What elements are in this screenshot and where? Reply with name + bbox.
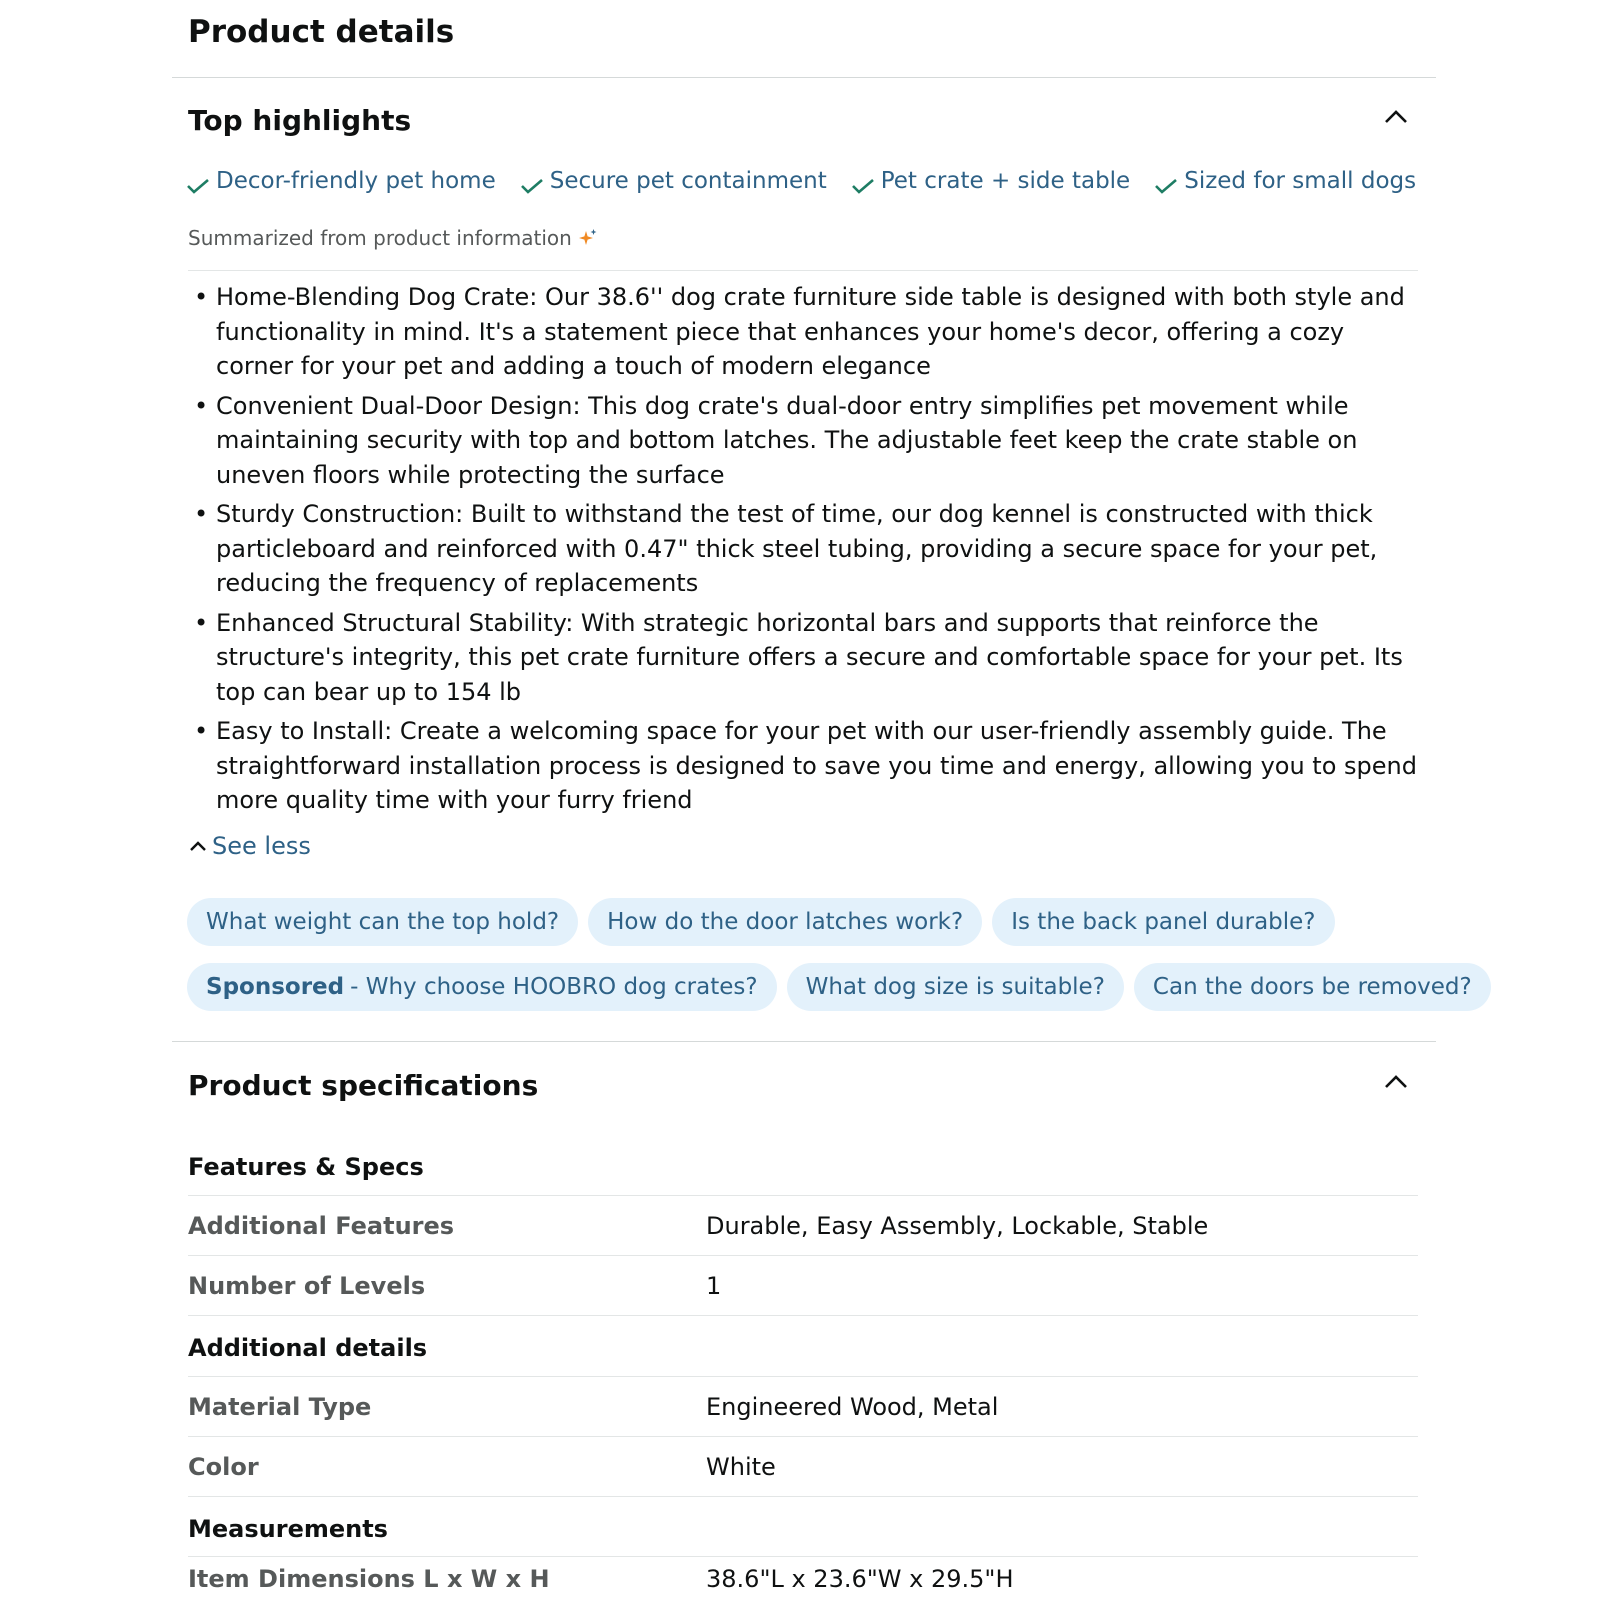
product-specifications-title: Product specifications <box>188 1069 539 1102</box>
collapse-specs-button[interactable] <box>1378 1063 1414 1099</box>
checkmark-icon <box>1154 168 1180 194</box>
spec-key: Number of Levels <box>188 1271 426 1300</box>
spec-value: Engineered Wood, Metal <box>706 1392 999 1421</box>
highlight-chips <box>186 168 1416 194</box>
divider <box>172 77 1436 78</box>
see-less-label: See less <box>212 832 311 860</box>
sponsored-label: Sponsored <box>206 974 345 1000</box>
sparkle-icon <box>578 228 598 248</box>
highlight-label: Secure pet containment <box>549 168 827 194</box>
checkmark-icon <box>520 168 546 194</box>
ai-summary-note <box>188 226 598 250</box>
highlight-label: Decor-friendly pet home <box>216 168 496 194</box>
spec-key: Additional Features <box>188 1211 455 1240</box>
see-less-link[interactable] <box>188 832 311 860</box>
collapse-highlights-button[interactable] <box>1378 98 1414 134</box>
highlight-bullets <box>188 280 1418 823</box>
question-chip[interactable]: Is the back panel durable? <box>992 898 1334 946</box>
additional-details-heading: Additional details <box>188 1334 428 1362</box>
list-item: • Home-Blending Dog Crate: Our 38.6'' dog crate furniture side table is designed with both style and functionality in mind. It's a statement piece that enhances your home's decor, offering a cozy corner for your pet and adding a touch of modern elegance <box>188 280 1418 384</box>
chevron-up-icon <box>1383 107 1409 125</box>
question-chip[interactable]: Can the doors be removed? <box>1134 963 1491 1011</box>
spec-row <box>188 1556 1418 1601</box>
question-chip[interactable]: How do the door latches work? <box>588 898 982 946</box>
sponsored-question-chip[interactable] <box>187 963 777 1011</box>
chevron-up-icon <box>188 839 208 853</box>
chevron-up-icon <box>1383 1072 1409 1090</box>
spec-row <box>188 1376 1418 1436</box>
list-item: • Sturdy Construction: Built to withstand the test of time, our dog kennel is constructed with thick particleboard and reinforced with 0.47" thick steel tubing, providing a secure space for your pet, reducing the frequency of replacements <box>188 497 1418 601</box>
question-chips-row <box>187 898 1335 946</box>
highlight-label: Pet crate + side table <box>880 168 1131 194</box>
sponsored-question-text: - Why choose HOOBRO dog crates? <box>350 974 758 1000</box>
list-item: • Convenient Dual-Door Design: This dog crate's dual-door entry simplifies pet movement while maintaining security with top and bottom latches. The adjustable feet keep the crate stable on uneven floors while protecting the surface <box>188 389 1418 493</box>
spec-key: Color <box>188 1452 259 1481</box>
question-chips-row <box>187 963 1491 1011</box>
divider <box>188 1496 1418 1497</box>
highlight-item <box>520 168 827 194</box>
spec-value: White <box>706 1452 776 1481</box>
spec-row <box>188 1255 1418 1315</box>
highlight-item <box>1154 168 1416 194</box>
checkmark-icon <box>186 168 212 194</box>
divider <box>172 1041 1436 1042</box>
question-chip[interactable]: What weight can the top hold? <box>187 898 578 946</box>
spec-key: Item Dimensions L x W x H <box>188 1565 550 1593</box>
question-chip[interactable]: What dog size is suitable? <box>787 963 1124 1011</box>
highlight-label: Sized for small dogs <box>1184 168 1417 194</box>
spec-row <box>188 1195 1418 1255</box>
highlight-item <box>851 168 1130 194</box>
highlight-item <box>186 168 496 194</box>
list-item: • Easy to Install: Create a welcoming space for your pet with our user-friendly assembly guide. The straightforward installation process is designed to save you time and energy, allowing you to spend more quality time with your furry friend <box>188 714 1418 818</box>
top-highlights-title: Top highlights <box>188 104 412 137</box>
divider <box>188 1315 1418 1316</box>
spec-key: Material Type <box>188 1392 372 1421</box>
spec-value: 1 <box>706 1271 722 1300</box>
features-specs-heading: Features & Specs <box>188 1153 424 1181</box>
spec-value: 38.6"L x 23.6"W x 29.5"H <box>706 1565 1014 1593</box>
spec-row <box>188 1436 1418 1496</box>
divider <box>188 270 1418 271</box>
spec-value: Durable, Easy Assembly, Lockable, Stable <box>706 1211 1209 1240</box>
checkmark-icon <box>851 168 877 194</box>
summary-text: Summarized from product information <box>188 226 572 250</box>
list-item: • Enhanced Structural Stability: With strategic horizontal bars and supports that reinforce the structure's integrity, this pet crate furniture offers a secure and comfortable space for your pet. Its top can bear up to 154 lb <box>188 606 1418 710</box>
page-title: Product details <box>188 14 455 50</box>
measurements-heading: Measurements <box>188 1515 388 1543</box>
